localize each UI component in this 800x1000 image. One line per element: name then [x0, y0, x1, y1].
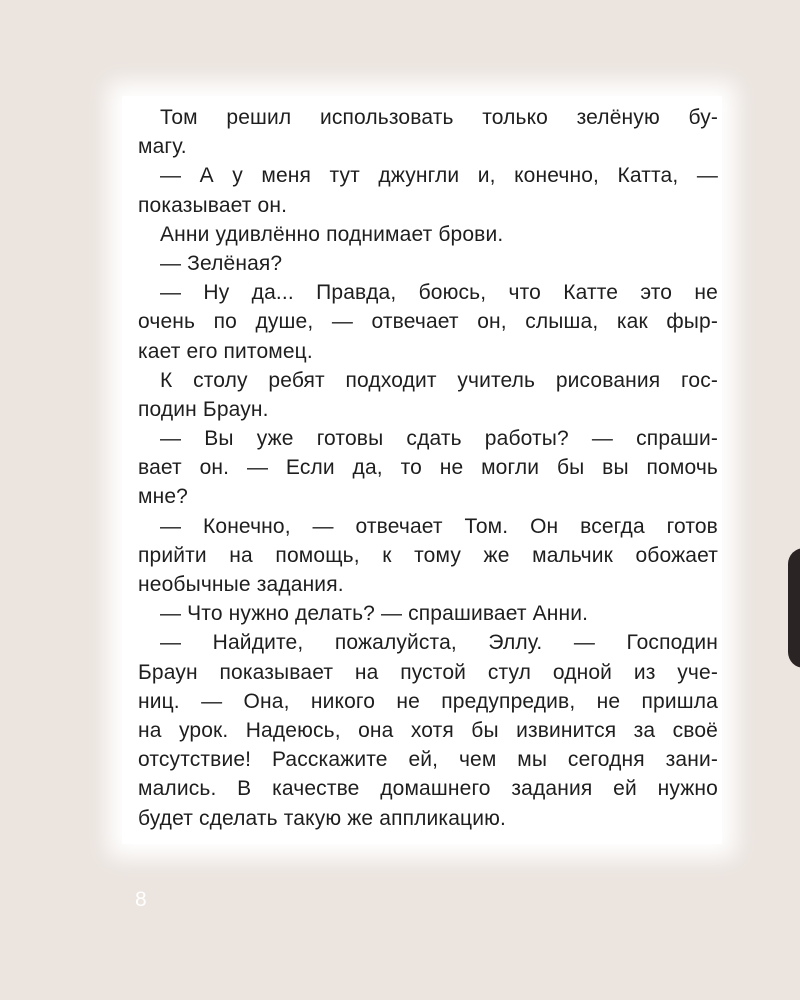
text-line: показывает он.: [138, 193, 288, 217]
story-text: [138, 103, 718, 833]
text-line: очень по душе, — отвечает он, слыша, как фыр-: [138, 310, 718, 334]
text-line: отсутствие! Расскажите ей, чем мы сегодня зани-: [138, 748, 718, 772]
text-line: Том решил использовать только зелёную бу-: [160, 106, 718, 129]
text-line: прийти на помощь, к тому же мальчик обожает: [138, 543, 718, 567]
text-line: — Что нужно делать? — спрашивает Анни.: [160, 602, 589, 626]
text-line: мались. В качестве домашнего задания ей нужно: [138, 777, 718, 801]
text-line: на урок. Надеюсь, она хотя бы извинится за своё: [138, 718, 718, 742]
text-line: будет сделать такую же аппликацию.: [138, 806, 506, 830]
text-line: подин Браун.: [138, 397, 269, 421]
text-line: ниц. — Она, никого не предупредив, не пришла: [138, 689, 718, 713]
text-line: — Ну да... Правда, боюсь, что Катте это не: [160, 281, 718, 305]
text-line: вает он. — Если да, то не могли бы вы помочь: [138, 456, 718, 480]
text-line: Анни удивлённо поднимает брови.: [160, 222, 504, 246]
text-line: — Зелёная?: [160, 251, 283, 275]
text-line: Браун показывает на пустой стул одной из уче-: [138, 660, 718, 684]
text-line: магу.: [138, 135, 187, 159]
edge-decoration: [788, 548, 800, 668]
text-line: — А у меня тут джунгли и, конечно, Катта, —: [160, 164, 718, 188]
text-line: — Найдите, пожалуйста, Эллу. — Господин: [160, 631, 718, 655]
text-line: — Конечно, — отвечает Том. Он всегда готов: [160, 514, 718, 538]
text-line: необычные задания.: [138, 573, 344, 596]
text-line: мне?: [138, 485, 188, 509]
text-line: — Вы уже готовы сдать работы? — спраши-: [160, 427, 718, 451]
text-line: кает его питомец.: [138, 339, 313, 363]
page-number: 8: [135, 888, 147, 911]
text-line: К столу ребят подходит учитель рисования гос-: [160, 368, 718, 392]
